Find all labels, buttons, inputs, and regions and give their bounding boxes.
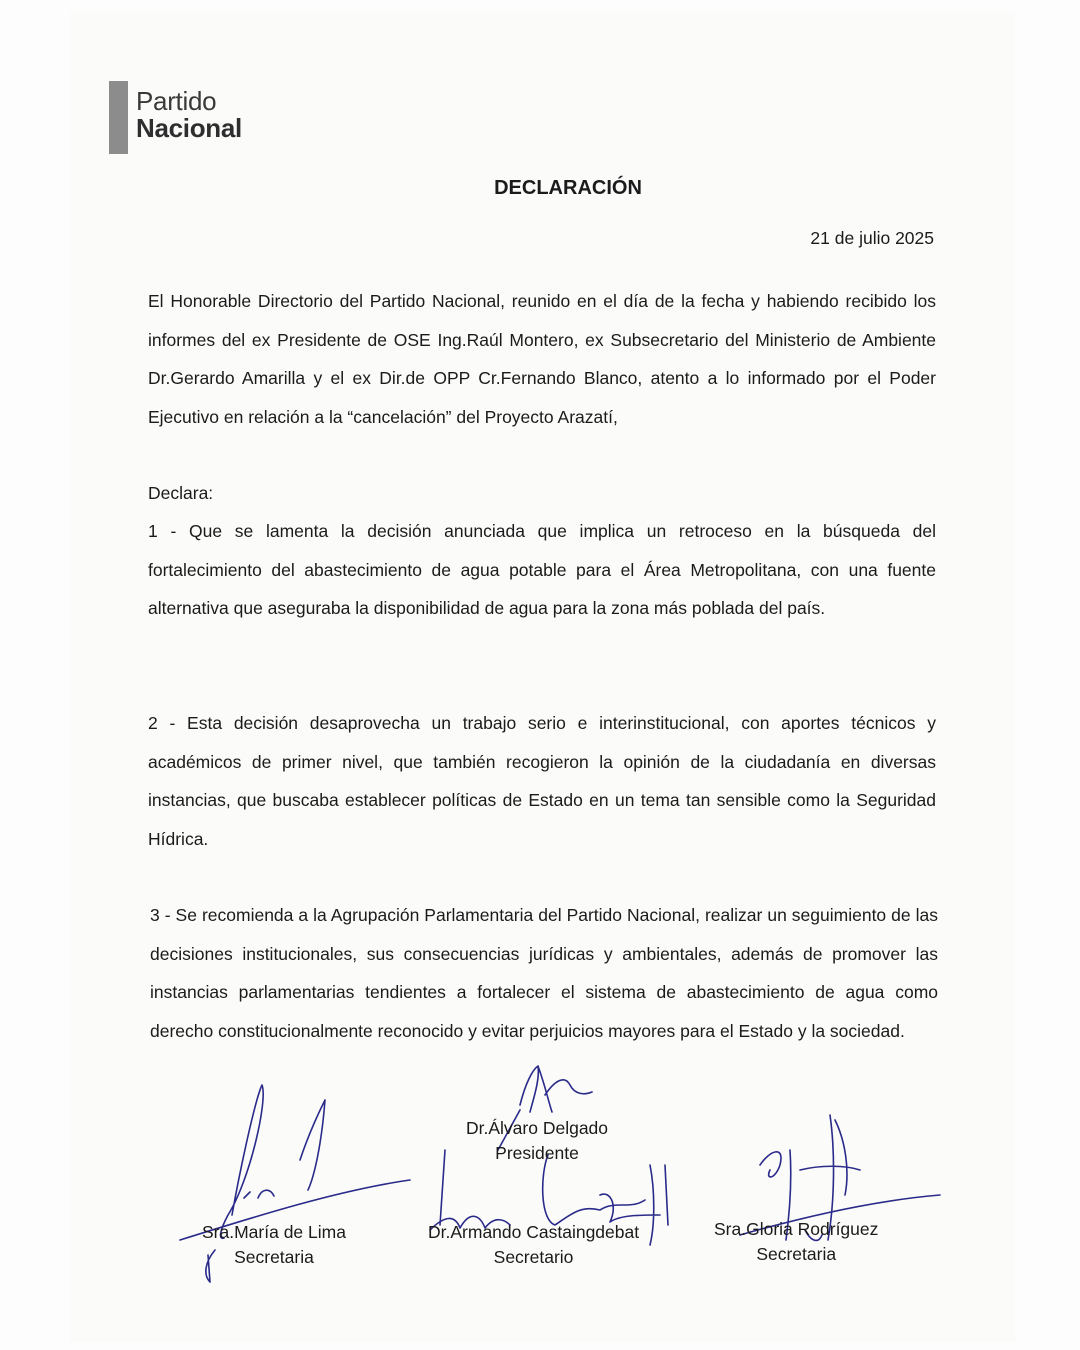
document-title: DECLARACIÓN <box>494 177 642 199</box>
party-logo <box>136 88 242 142</box>
point-1: 1 - Que se lamenta la decisión anunciada que implica un retroceso en la búsqueda del fortalecimiento del abastecimiento de agua potable para el Área Metropolitana, con una fuente alternativa que aseguraba la disponibilidad de agua para la zona más poblada del país. <box>148 521 936 619</box>
signatory-name: Sra.María de Lima <box>202 1222 346 1242</box>
declara-label: Declara: <box>148 483 214 503</box>
signatory-role: Secretaria <box>756 1244 837 1264</box>
signatory-name: Sra.Gloria Rodríguez <box>714 1219 879 1239</box>
signatory-rodriguez <box>714 1219 878 1268</box>
signatory-role: Secretaria <box>234 1247 314 1267</box>
signatory-name: Dr.Álvaro Delgado <box>466 1118 609 1138</box>
signatory-role: Secretario <box>493 1247 574 1267</box>
logo-line-1: Partido <box>136 86 217 116</box>
signatory-role: Presidente <box>495 1143 579 1163</box>
signatory-delgado <box>466 1118 608 1167</box>
signatory-castaingdebat <box>428 1222 639 1271</box>
point-3: 3 - Se recomienda a la Agrupación Parlamentaria del Partido Nacional, realizar un seguimiento de las decisiones institucionales, sus consecuencias jurídicas y ambientales, además de promover las instancias parlamentarias tendientes a fortalecer el sistema de abastecimiento de agua como derecho constitucionalmente reconocido y evitar perjuicios mayores para el Estado y la sociedad. <box>150 905 938 1041</box>
intro-paragraph: El Honorable Directorio del Partido Nacional, reunido en el día de la fecha y habiendo recibido los informes del ex Presidente de OSE Ing.Raúl Montero, ex Subsecretario del Ministerio de Ambiente Dr.Gerardo Amarilla y el ex Dir.de OPP Cr.Fernando Blanco, atento a lo informado por el Poder Ejecutivo en relación a la “cancelación” del Proyecto Arazatí, <box>148 291 936 427</box>
signatory-name: Dr.Armando Castaingdebat <box>428 1222 640 1242</box>
logo-bar <box>109 81 128 154</box>
logo-line-2: Nacional <box>136 113 242 143</box>
document-date: 21 de julio 2025 <box>810 228 934 248</box>
point-2: 2 - Esta decisión desaprovecha un trabajo serio e interinstitucional, con aportes técnicos y académicos de primer nivel, que también recogieron la opinión de la ciudadanía en diversas instancias, que buscaba establecer políticas de Estado en un tema tan sensible como la Seguridad Hídrica. <box>148 713 936 849</box>
signatory-de-lima <box>202 1222 346 1271</box>
